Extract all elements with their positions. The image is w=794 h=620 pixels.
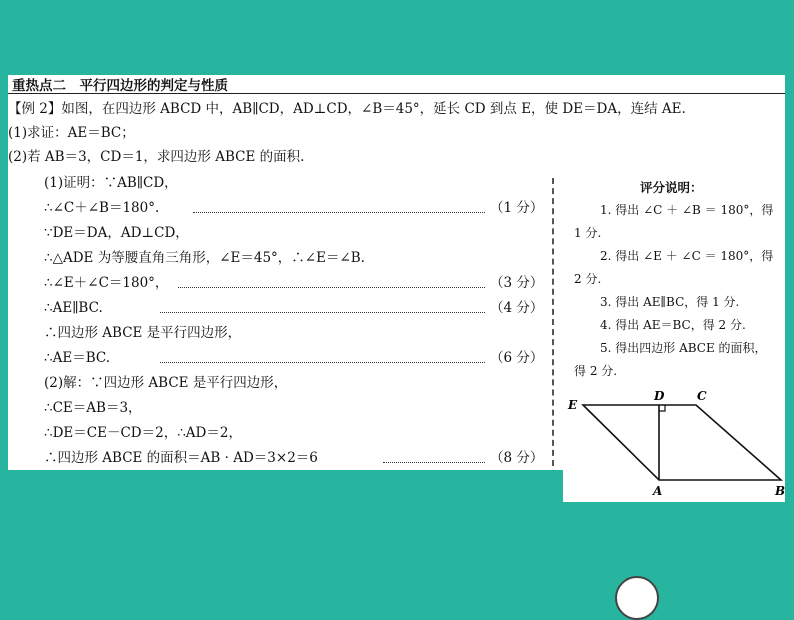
label-d: D xyxy=(654,389,665,403)
label-a: A xyxy=(653,484,663,498)
leader-dots xyxy=(160,312,485,313)
solution-line: (1)证明：∵AB∥CD， xyxy=(44,175,178,191)
grading-note: 1. 得出 ∠C ＋ ∠B ＝ 180°，得 xyxy=(600,203,774,217)
solution-line: (2)解：∵四边形 ABCE 是平行四边形， xyxy=(44,375,288,391)
solution-line: ∴∠E＋∠C＝180°， xyxy=(44,275,169,291)
parallelogram-figure xyxy=(563,385,785,502)
right-angle-mark xyxy=(659,405,665,411)
solution-line: ∴四边形 ABCE 的面积＝AB · AD＝3×2＝6 xyxy=(44,450,318,466)
score-label: （3 分） xyxy=(490,275,544,291)
solution-line: ∴CE＝AB＝3， xyxy=(44,400,142,416)
label-c: C xyxy=(697,389,707,403)
grading-note: 3. 得出 AE∥BC，得 1 分. xyxy=(600,295,740,309)
score-label: （1 分） xyxy=(490,200,544,216)
grading-note: 1 分. xyxy=(574,226,602,240)
solution-line: ∴四边形 ABCE 是平行四边形， xyxy=(44,325,242,341)
score-label: （6 分） xyxy=(490,350,544,366)
problem-line-1: 【例 2】如图，在四边形 ABCD 中，AB∥CD，AD⊥CD，∠B＝45°，延长 CD 到点 E，使 DE＝DA，连结 AE. xyxy=(8,101,686,117)
score-label: （4 分） xyxy=(490,300,544,316)
leader-dots xyxy=(160,362,485,363)
leader-dots xyxy=(383,462,485,463)
score-label: （8 分） xyxy=(490,450,544,466)
label-e: E xyxy=(568,398,578,412)
leader-dots xyxy=(178,287,485,288)
section-divider xyxy=(552,178,554,466)
grading-note: 2 分. xyxy=(574,272,602,286)
section-title: 重热点二 平行四边形的判定与性质 xyxy=(12,78,228,94)
grading-note: 4. 得出 AE＝BC，得 2 分. xyxy=(600,318,746,332)
solution-line: ∵DE＝DA，AD⊥CD， xyxy=(44,225,189,241)
grading-note: 得 2 分. xyxy=(574,364,618,378)
parallelogram-outline xyxy=(583,405,781,480)
leader-dots xyxy=(193,212,485,213)
grading-title: 评分说明： xyxy=(640,180,703,195)
solution-line: ∴AE∥BC. xyxy=(44,300,103,316)
label-b: B xyxy=(775,484,785,498)
solution-line: ∴DE＝CE－CD＝2，∴AD＝2， xyxy=(44,425,242,441)
solution-line: ∴AE＝BC. xyxy=(44,350,111,366)
title-rule xyxy=(8,93,785,94)
problem-line-3: (2)若 AB＝3，CD＝1，求四边形 ABCE 的面积. xyxy=(8,149,305,165)
grading-note: 2. 得出 ∠E ＋ ∠C ＝ 180°，得 xyxy=(600,249,774,263)
solution-line: ∴△ADE 为等腰直角三角形，∠E＝45°，∴∠E＝∠B. xyxy=(44,250,365,266)
problem-line-2: (1)求证：AE＝BC； xyxy=(8,125,135,141)
solution-line: ∴∠C＋∠B＝180°. xyxy=(44,200,160,216)
decoration-circle xyxy=(615,576,659,620)
grading-note: 5. 得出四边形 ABCE 的面积， xyxy=(600,341,767,355)
